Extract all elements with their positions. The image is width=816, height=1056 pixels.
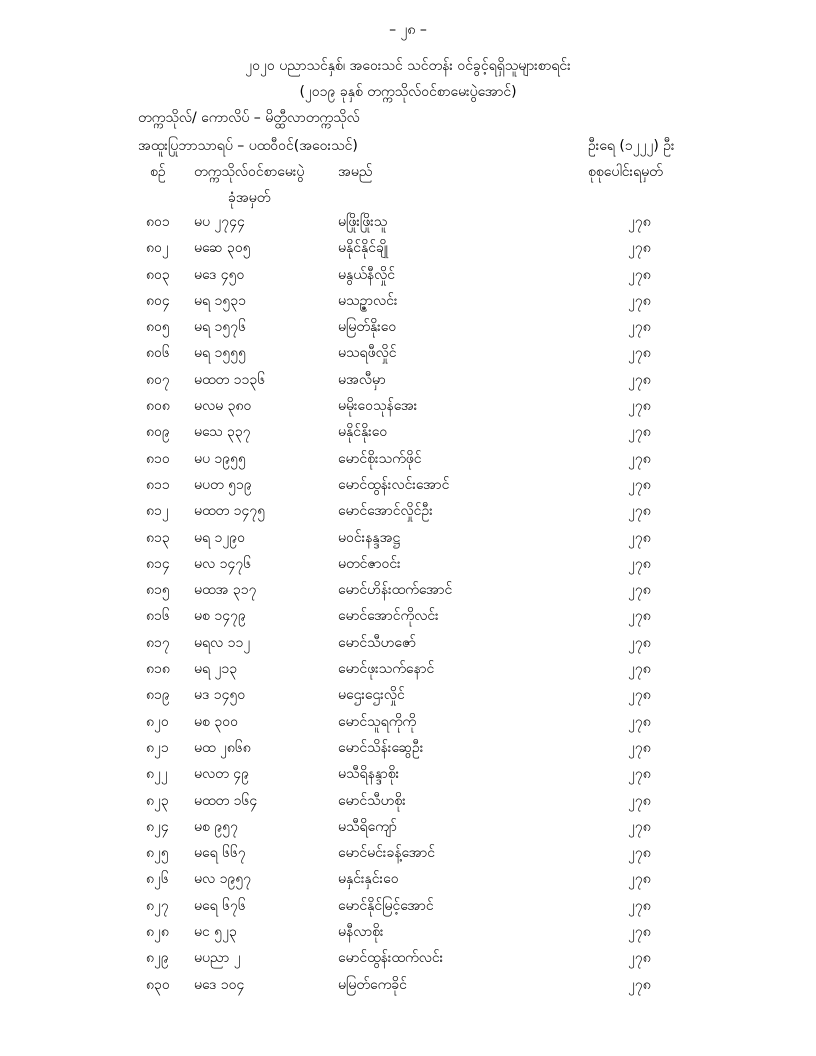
roll-number-cell: မပညာ ၂ — [194, 950, 241, 967]
marks-cell: ၂၇၈ — [628, 555, 651, 572]
marks-cell: ၂၇၈ — [628, 266, 651, 283]
marks-cell: ၂၇၈ — [628, 424, 651, 441]
table-row — [0, 265, 816, 291]
roll-number-cell: မဒေ ၄၅၀ — [194, 266, 245, 283]
roll-number-cell: မင ၅၂၃ — [194, 924, 237, 941]
table-row — [0, 501, 816, 527]
name-cell: မသရဖီလှိုင် — [338, 345, 397, 362]
major-line: အထူးပြုဘာသာရပ် – ပထဝီဝင်(အဝေးသင်) — [138, 138, 358, 154]
marks-cell: ၂၇၈ — [628, 950, 651, 967]
name-cell: မောင်စိုးသက်ဖိုင် — [338, 450, 422, 467]
serial-cell: ၈၁၅ — [146, 582, 170, 599]
roll-number-cell: မပ ၁၉၅၅ — [194, 450, 246, 467]
table-row — [0, 606, 816, 632]
name-cell: မမြတ်ကေခိုင် — [338, 976, 407, 993]
table-row — [0, 659, 816, 685]
serial-cell: ၈၃၀ — [146, 976, 170, 993]
document-subtitle: (၂၀၁၉ ခုနှစ် တက္ကသိုလ်ဝင်စာမေးပွဲအောင်) — [299, 84, 517, 100]
table-row — [0, 370, 816, 396]
marks-cell: ၂၇၈ — [628, 371, 651, 388]
table-row — [0, 212, 816, 238]
name-cell: မတင်ဇာဝင်း — [338, 555, 401, 572]
table-row — [0, 422, 816, 448]
roll-number-cell: မရ ၁၅၅၅ — [194, 345, 246, 362]
table-row — [0, 738, 816, 764]
table-row — [0, 869, 816, 895]
serial-cell: ၈၂၅ — [146, 845, 169, 862]
university-line: တက္ကသိုလ်/ ကောလိပ် – မိတ္ထီလာတက္ကသိုလ် — [138, 110, 360, 126]
name-cell: မမြတ်နိုးဝေ — [338, 319, 397, 336]
name-cell: မနိုင်နိုင်ချို — [338, 240, 389, 257]
name-cell: မောင်မင်းခန့်အောင် — [338, 845, 435, 862]
roll-number-cell: မစ ၉၅၇ — [194, 818, 238, 835]
name-cell: မဝင်းနန္ဒအဋ္ဌ — [338, 529, 401, 546]
serial-cell: ၈၀၂ — [146, 240, 169, 257]
marks-cell: ၂၇၈ — [628, 792, 651, 809]
table-row — [0, 580, 816, 606]
marks-cell: ၂၇၈ — [628, 503, 651, 520]
marks-cell: ၂၇၈ — [628, 214, 651, 230]
name-cell: မောင်သီဟဇော် — [338, 634, 417, 651]
roll-number-cell: မဒ ၁၄၅၀ — [194, 687, 246, 704]
document-title: ၂၀၂၀ ပညာသင်နှစ်၊ အဝေးသင် သင်တန်း ဝင်ခွင့်ရရှိသူများစာရင်း — [245, 58, 571, 74]
table-row — [0, 633, 816, 659]
header-total-marks: စုစုပေါင်းရမှတ် — [588, 164, 663, 180]
serial-cell: ၈၂၄ — [146, 818, 169, 835]
name-cell: မနီလာစိုး — [338, 924, 384, 941]
name-cell: မောင်ထွန်းလင်းအောင် — [338, 476, 450, 493]
header-roll-no-line2: ခုံအမှတ် — [228, 190, 271, 206]
serial-cell: ၈၁၉ — [146, 687, 170, 704]
serial-cell: ၈၀၉ — [146, 424, 170, 441]
quota-line: ဦးရေ (၁၂၂၂) ဦး — [588, 138, 675, 154]
roll-number-cell: မစ ၁၄၇၉ — [194, 608, 246, 625]
marks-cell: ၂၇၈ — [628, 661, 651, 678]
marks-cell: ၂၇၈ — [628, 871, 651, 888]
name-cell: မောင်သိန်းဆွေဦး — [338, 739, 424, 756]
roll-number-cell: မပ ၂၇၄၄ — [194, 214, 245, 230]
roll-number-cell: မပတ ၅၁၉ — [194, 476, 252, 493]
header-roll-no: တက္ကသိုလ်ဝင်စာမေးပွဲ — [194, 164, 305, 180]
table-row — [0, 449, 816, 475]
table-row — [0, 922, 816, 948]
name-cell: မနွယ်နီလှိုင် — [338, 266, 395, 283]
table-row — [0, 554, 816, 580]
marks-cell: ၂၇၈ — [628, 608, 651, 625]
table-row — [0, 685, 816, 711]
serial-cell: ၈၀၇ — [146, 371, 170, 388]
name-cell: မအလီမှာ — [338, 371, 386, 388]
roll-number-cell: မရ ၁၅၇၆ — [194, 319, 246, 336]
serial-cell: ၈၀၁ — [146, 214, 170, 230]
table-row — [0, 396, 816, 422]
serial-cell: ၈၀၄ — [146, 292, 170, 309]
serial-cell: ၈၀၃ — [146, 266, 170, 283]
roll-number-cell: မလ ၁၉၅၇ — [194, 871, 252, 888]
roll-number-cell: မဆေ ၃၀၅ — [194, 240, 251, 257]
header-name: အမည် — [338, 164, 373, 180]
marks-cell: ၂၇၈ — [628, 345, 651, 362]
serial-cell: ၈၁၃ — [146, 529, 170, 546]
results-table — [0, 212, 816, 1001]
serial-cell: ၈၁၈ — [146, 661, 170, 678]
name-cell: မောင်အောင်လှိုင်ဦး — [338, 503, 433, 520]
table-row — [0, 712, 816, 738]
name-cell: မသီရိကျော် — [338, 818, 397, 835]
roll-number-cell: မရ ၂၁၃ — [194, 661, 238, 678]
table-row — [0, 317, 816, 343]
table-row — [0, 238, 816, 264]
roll-number-cell: မလမ ၃၈၀ — [194, 398, 252, 415]
roll-number-cell: မလတ ၄၉ — [194, 766, 249, 783]
serial-cell: ၈၂၉ — [146, 950, 169, 967]
serial-cell: ၈၀၅ — [146, 319, 170, 336]
marks-cell: ၂၇၈ — [628, 240, 651, 257]
marks-cell: ၂၇၈ — [628, 818, 651, 835]
table-row — [0, 817, 816, 843]
serial-cell: ၈၁၂ — [146, 503, 169, 520]
header-serial: စဉ် — [150, 164, 166, 180]
table-row — [0, 843, 816, 869]
serial-cell: ၈၂၇ — [146, 897, 169, 914]
name-cell: မောင်သီဟစိုး — [338, 792, 406, 809]
roll-number-cell: မထတ ၁၁၃၆ — [194, 371, 266, 388]
roll-number-cell: မရလ ၁၁၂ — [194, 634, 251, 651]
serial-cell: ၈၁၇ — [146, 634, 170, 651]
marks-cell: ၂၇၈ — [628, 634, 651, 651]
name-cell: မောင်အောင်ကိုလင်း — [338, 608, 439, 625]
name-cell: မောင်ဟိန်းထက်အောင် — [338, 582, 453, 599]
serial-cell: ၈၂၀ — [146, 713, 169, 730]
roll-number-cell: မရေ ၆၇၆ — [194, 897, 246, 914]
marks-cell: ၂၇၈ — [628, 450, 651, 467]
name-cell: မနှင်းနှင်းဝေ — [338, 871, 399, 888]
table-row — [0, 291, 816, 317]
serial-cell: ၈၀၈ — [146, 398, 170, 415]
marks-cell: ၂၇၈ — [628, 398, 651, 415]
table-row — [0, 343, 816, 369]
table-row — [0, 475, 816, 501]
name-cell: မဌေးဌေးလှိုင် — [338, 687, 405, 704]
name-cell: မသီရိနန္ဒာစိုး — [338, 766, 400, 783]
roll-number-cell: မရ ၁၅၃၁ — [194, 292, 246, 309]
name-cell: မနိုင်နိုးဝေ — [338, 424, 388, 441]
marks-cell: ၂၇၈ — [628, 713, 651, 730]
roll-number-cell: မထတ ၁၄၇၅ — [194, 503, 266, 520]
name-cell: မောင်ထွန်းထက်လင်း — [338, 950, 444, 967]
marks-cell: ၂၇၈ — [628, 529, 651, 546]
marks-cell: ၂၇၈ — [628, 582, 651, 599]
serial-cell: ၈၀၆ — [146, 345, 170, 362]
name-cell: မောင်နိုင်မြင့်အောင် — [338, 897, 434, 914]
name-cell: မောင်ဖုးသက်နောင် — [338, 661, 435, 678]
marks-cell: ၂၇၈ — [628, 897, 651, 914]
serial-cell: ၈၁၁ — [146, 476, 170, 493]
table-row — [0, 948, 816, 974]
marks-cell: ၂၇၈ — [628, 292, 651, 309]
serial-cell: ၈၂၁ — [146, 739, 169, 756]
serial-cell: ၈၂၃ — [146, 792, 169, 809]
name-cell: မသဉ္ဇာလင်း — [338, 292, 398, 309]
name-cell: မောင်သူရကိုကို — [338, 713, 417, 730]
marks-cell: ၂၇၈ — [628, 924, 651, 941]
roll-number-cell: မရ ၁၂၉၀ — [194, 529, 245, 546]
serial-cell: ၈၁၀ — [146, 450, 170, 467]
roll-number-cell: မစ ၃၀၀ — [194, 713, 238, 730]
roll-number-cell: မထအ ၃၁၇ — [194, 582, 257, 599]
serial-cell: ၈၂၈ — [146, 924, 169, 941]
table-row — [0, 528, 816, 554]
table-row — [0, 896, 816, 922]
page-number: – ၂၈ – — [389, 22, 427, 38]
serial-cell: ၈၁၆ — [146, 608, 170, 625]
marks-cell: ၂၇၈ — [628, 739, 651, 756]
marks-cell: ၂၇၈ — [628, 766, 651, 783]
marks-cell: ၂၇၈ — [628, 976, 651, 993]
serial-cell: ၈၂၆ — [146, 871, 169, 888]
serial-cell: ၈၂၂ — [146, 766, 168, 783]
name-cell: မမိုးဝေသုန်အေး — [338, 398, 418, 415]
name-cell: မဖြိုးဖြိုးသူ — [338, 214, 388, 230]
table-row — [0, 791, 816, 817]
roll-number-cell: မလ ၁၄၇၆ — [194, 555, 252, 572]
roll-number-cell: မဒေ ၁၀၄ — [194, 976, 245, 993]
roll-number-cell: မရေ ၆၆၇ — [194, 845, 246, 862]
roll-number-cell: မထ ၂၈၆၈ — [194, 739, 251, 756]
roll-number-cell: မသေ ၃၃၇ — [194, 424, 251, 441]
marks-cell: ၂၇၈ — [628, 319, 651, 336]
roll-number-cell: မထတ ၁၆၄ — [194, 792, 258, 809]
marks-cell: ၂၇၈ — [628, 687, 651, 704]
marks-cell: ၂၇၈ — [628, 476, 651, 493]
marks-cell: ၂၇၈ — [628, 845, 651, 862]
serial-cell: ၈၁၄ — [146, 555, 170, 572]
table-row — [0, 764, 816, 790]
table-row — [0, 975, 816, 1001]
